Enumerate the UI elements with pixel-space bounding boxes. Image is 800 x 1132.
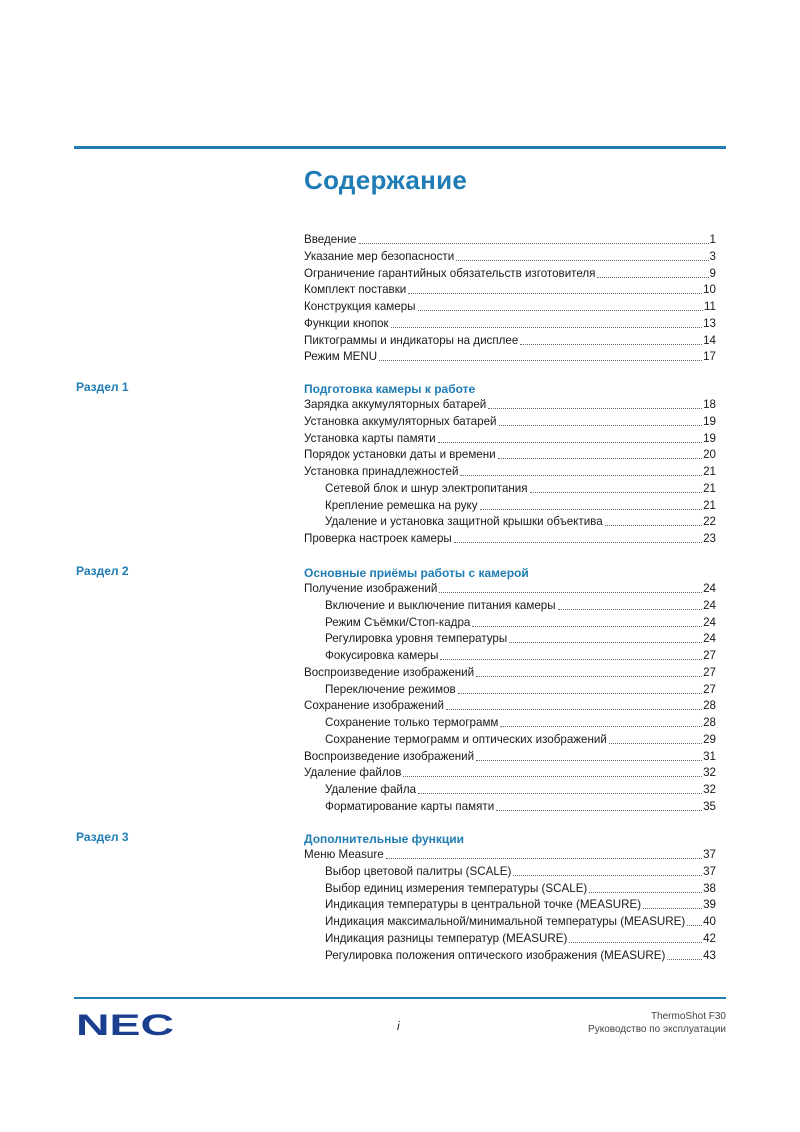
toc-entry[interactable]	[325, 797, 716, 814]
dot-leader	[359, 243, 709, 244]
toc-entry-page: 32	[703, 766, 716, 780]
toc-entry-page: 21	[703, 498, 716, 512]
toc-entry-page: 28	[703, 699, 716, 713]
dot-leader	[597, 277, 708, 278]
dot-leader	[480, 509, 703, 510]
section-title[interactable]: Дополнительные функции	[304, 832, 465, 846]
toc-entry-page: 22	[703, 515, 716, 529]
toc-entry-page: 3	[709, 249, 716, 263]
toc-entry[interactable]	[325, 496, 716, 513]
toc-entry-title: Индикация максимальной/минимальной температуры (MEASURE)	[325, 915, 686, 928]
dot-leader	[498, 458, 702, 459]
toc-entry[interactable]	[325, 895, 716, 912]
toc-entry[interactable]	[304, 280, 716, 297]
toc-entry-page: 17	[703, 350, 716, 364]
toc-entry-title: Сохранение только термограмм	[325, 716, 499, 729]
dot-leader	[440, 659, 702, 660]
dot-leader	[496, 810, 702, 811]
toc-entry-page: 21	[703, 481, 716, 495]
dot-leader	[460, 475, 702, 476]
toc-entry[interactable]	[325, 946, 716, 963]
toc-entry-title: Установка карты памяти	[304, 431, 436, 445]
toc-entry-page: 23	[703, 532, 716, 545]
toc-entry[interactable]	[304, 395, 716, 412]
section-label: Раздел 2	[76, 564, 129, 578]
toc-entry-page: 20	[703, 448, 716, 462]
toc-entry-title: Комплект поставки	[304, 283, 407, 297]
logo-text: NEC	[76, 1010, 174, 1038]
dot-leader	[643, 908, 702, 909]
toc-entry-title: Удаление и установка защитной крышки объектива	[325, 515, 603, 529]
toc-entry-title: Зарядка аккумуляторных батарей	[304, 398, 487, 411]
toc-entry-page: 27	[703, 649, 716, 662]
dot-leader	[456, 260, 708, 261]
section-label: Раздел 3	[76, 830, 129, 844]
toc-entry-page: 28	[703, 716, 716, 729]
dot-leader	[589, 892, 702, 893]
toc-entry-title: Включение и выключение питания камеры	[325, 598, 556, 612]
toc-entry-page: 39	[703, 898, 716, 912]
toc-entry-page: 24	[703, 598, 716, 612]
toc-entry[interactable]	[325, 613, 716, 630]
toc-entry-page: 32	[703, 783, 716, 796]
toc-entry-page: 37	[703, 848, 716, 861]
toc-entry[interactable]	[304, 445, 716, 462]
page-title: Содержание	[304, 165, 468, 195]
toc-entry-title: Сетевой блок и шнур электропитания	[325, 481, 528, 495]
toc-entry[interactable]	[304, 264, 716, 281]
toc-entry-title: Режим Съёмки/Стоп-кадра	[325, 615, 471, 629]
toc-entry-page: 11	[703, 300, 716, 313]
toc-entry-title: Удаление файлов	[304, 766, 402, 780]
toc-entry-page: 19	[703, 431, 716, 445]
toc-entry-title: Порядок установки даты и времени	[304, 448, 496, 462]
dot-leader	[454, 542, 702, 543]
footer-doc-title: Руководство по эксплуатации	[588, 1024, 726, 1035]
dot-leader	[439, 592, 702, 593]
toc-entry-page: 1	[709, 233, 716, 246]
toc-entry[interactable]	[325, 912, 716, 929]
toc-entry[interactable]	[325, 879, 716, 896]
toc-entry-page: 24	[703, 632, 716, 646]
toc-entry-title: Выбор единиц измерения температуры (SCALE)	[325, 881, 588, 895]
footer-rule	[74, 997, 726, 999]
toc-entry-page: 14	[703, 333, 716, 347]
toc-entry-page: 29	[703, 732, 716, 746]
toc-entry[interactable]	[304, 247, 716, 264]
toc-entry-title: Пиктограммы и индикаторы на дисплее	[304, 333, 519, 347]
toc-entry-title: Сохранение изображений	[304, 699, 444, 713]
dot-leader	[530, 492, 703, 493]
toc-entry-page: 40	[703, 915, 716, 928]
toc-entry-page: 38	[703, 881, 716, 895]
toc-entry-page: 43	[703, 948, 716, 962]
dot-leader	[386, 858, 702, 859]
toc-entry-page: 19	[703, 414, 716, 428]
header-rule	[74, 146, 726, 149]
toc-entry[interactable]	[325, 646, 716, 663]
section-label: Раздел 1	[76, 380, 129, 394]
dot-leader	[458, 693, 702, 694]
toc-entry[interactable]	[304, 579, 716, 596]
section-title[interactable]: Подготовка камеры к работе	[304, 382, 476, 396]
toc-entry-title: Выбор цветовой палитры (SCALE)	[325, 864, 512, 878]
toc-entry[interactable]	[304, 412, 716, 429]
toc-entry[interactable]	[304, 297, 716, 314]
nec-logo	[76, 1010, 176, 1038]
dot-leader	[667, 959, 702, 960]
toc-entry-title: Воспроизведение изображений	[304, 665, 475, 679]
toc-entry-title: Меню Measure	[304, 848, 384, 861]
toc-entry[interactable]	[304, 230, 716, 247]
toc-entry[interactable]	[325, 780, 716, 797]
page-number: i	[397, 1019, 400, 1033]
toc-entry-page: 35	[703, 799, 716, 813]
dot-leader	[687, 925, 702, 926]
toc-entry-page: 27	[703, 682, 716, 696]
dot-leader	[418, 793, 702, 794]
dot-leader	[605, 525, 702, 526]
dot-leader	[408, 293, 702, 294]
toc-entry-title: Удаление файла	[325, 783, 417, 796]
toc-entry[interactable]	[304, 529, 716, 546]
toc-entry-page: 27	[703, 665, 716, 679]
toc-entry-page: 24	[703, 615, 716, 629]
toc-entry[interactable]	[304, 763, 716, 780]
toc-entry-title: Крепление ремешка на руку	[325, 498, 478, 512]
toc-entry[interactable]	[304, 747, 716, 764]
toc-entry[interactable]	[325, 680, 716, 697]
toc-entry-page: 13	[703, 316, 716, 330]
toc-entry-title: Воспроизведение изображений	[304, 749, 475, 763]
toc-entry-title: Сохранение термограмм и оптических изображений	[325, 732, 607, 746]
dot-leader	[476, 676, 702, 677]
toc-entry[interactable]	[304, 462, 716, 479]
toc-entry-title: Получение изображений	[304, 582, 438, 595]
toc-entry[interactable]	[325, 596, 716, 613]
dot-leader	[558, 609, 703, 610]
dot-leader	[446, 709, 702, 710]
toc-entry-title: Установка принадлежностей	[304, 465, 459, 478]
toc-entry[interactable]	[325, 862, 716, 879]
dot-leader	[609, 743, 702, 744]
toc-entry-title: Переключение режимов	[325, 682, 456, 696]
dot-leader	[403, 776, 702, 777]
toc-entry-page: 42	[703, 931, 716, 945]
toc-entry-title: Функции кнопок	[304, 316, 389, 330]
toc-entry-page: 10	[703, 283, 716, 297]
toc-entry-page: 21	[703, 465, 716, 478]
dot-leader	[509, 642, 702, 643]
toc-entry-title: Ограничение гарантийных обязательств изготовителя	[304, 266, 596, 280]
footer-doc-info	[588, 1010, 726, 1036]
toc-entry[interactable]	[304, 663, 716, 680]
toc-entry-title: Введение	[304, 233, 357, 246]
dot-leader	[438, 442, 702, 443]
toc-entry-title: Регулировка уровня температуры	[325, 632, 508, 646]
dot-leader	[476, 760, 702, 761]
toc-entry-title: Режим MENU	[304, 350, 378, 364]
toc-entry-title: Форматирование карты памяти	[325, 799, 495, 813]
dot-leader	[488, 408, 702, 409]
footer-product: ThermoShot F30	[650, 1011, 726, 1022]
toc-entry-page: 18	[703, 398, 716, 411]
toc-entry[interactable]	[304, 429, 716, 446]
dot-leader	[391, 327, 702, 328]
toc-entry-title: Регулировка положения оптического изображения (MEASURE)	[325, 948, 666, 962]
toc-entry[interactable]	[304, 845, 716, 862]
dot-leader	[500, 726, 702, 727]
section-title[interactable]: Основные приёмы работы с камерой	[304, 566, 529, 580]
dot-leader	[499, 425, 703, 426]
dot-leader	[418, 310, 703, 311]
toc-entry-title: Указание мер безопасности	[304, 249, 455, 263]
toc-entry-page: 31	[703, 749, 716, 763]
toc-entry-page: 24	[703, 582, 716, 595]
toc-entry[interactable]	[304, 347, 716, 364]
dot-leader	[520, 344, 702, 345]
toc-entry[interactable]	[325, 479, 716, 496]
dot-leader	[472, 626, 702, 627]
toc-entry[interactable]	[325, 629, 716, 646]
dot-leader	[513, 875, 702, 876]
dot-leader	[379, 360, 702, 361]
toc-entry-title: Индикация температуры в центральной точке (MEASURE)	[325, 898, 642, 912]
toc-entry-title: Проверка настроек камеры	[304, 532, 452, 545]
toc-entry[interactable]	[325, 730, 716, 747]
toc-entry-title: Установка аккумуляторных батарей	[304, 414, 497, 428]
dot-leader	[569, 942, 702, 943]
toc-entry-title: Индикация разницы температур (MEASURE)	[325, 931, 568, 945]
toc-entry[interactable]	[304, 314, 716, 331]
toc-entry[interactable]	[325, 713, 716, 730]
toc-entry-title: Фокусировка камеры	[325, 649, 439, 662]
toc-entry-page: 9	[709, 266, 716, 280]
toc-entry-page: 37	[703, 864, 716, 878]
toc-entry[interactable]	[325, 929, 716, 946]
toc-entry[interactable]	[304, 696, 716, 713]
toc-entry-title: Конструкция камеры	[304, 300, 416, 313]
toc-entry[interactable]	[325, 512, 716, 529]
toc-entry[interactable]	[304, 331, 716, 348]
